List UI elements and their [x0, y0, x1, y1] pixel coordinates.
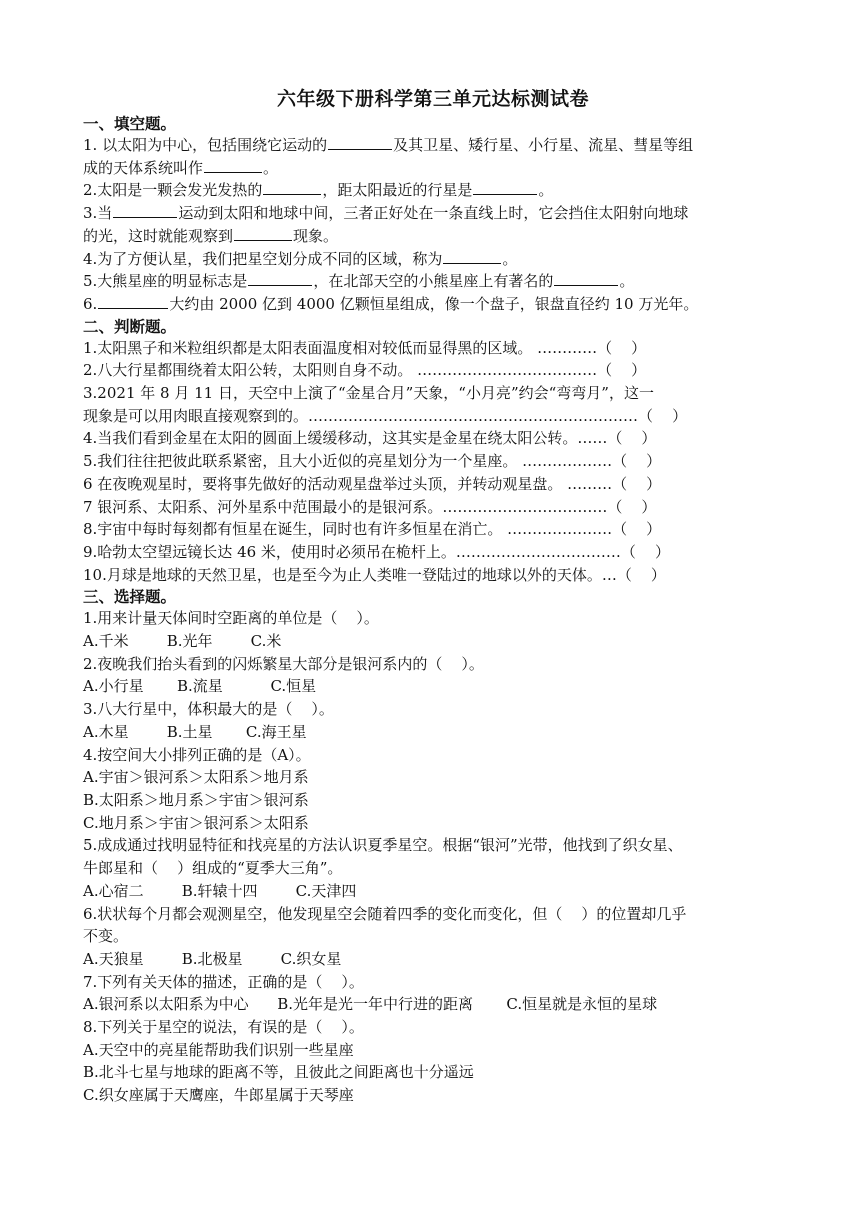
fill-question-1-cont: 成的天体系统叫作 。 — [83, 158, 279, 177]
choice-line: C.织女座属于天鹰座，牛郎星属于天琴座 — [83, 1086, 354, 1105]
judge-line: 7 银河系、太阳系、河外星系中范围最小的是银河系。……………………………（ ） — [83, 497, 657, 516]
choice-line: A.天空中的亮星能帮助我们识别一些星座 — [83, 1040, 354, 1059]
judge-line: 8.宇宙中每时每刻都有恒星在诞生，同时也有许多恒星在消亡。 …………………（ ） — [83, 520, 662, 539]
answer-blank[interactable] — [473, 179, 537, 195]
choice-line: 6.状状每个月都会观测星空，他发现星空会随着四季的变化而变化，但（ ）的位置却几乎 — [83, 904, 687, 923]
choice-line: 7.下列有关天体的描述，正确的是（ ）。 — [83, 972, 364, 991]
choice-line: 5.成成通过找明显特征和找亮星的方法认识夏季星空。根据“银河”光带，他找到了织女星、 — [83, 836, 683, 855]
answer-blank[interactable] — [263, 179, 321, 195]
answer-blank[interactable] — [328, 134, 392, 150]
answer-blank[interactable] — [443, 248, 501, 264]
judge-line: 6 在夜晚观星时，要将事先做好的活动观星盘举过头顶，并转动观星盘。 ………（ ） — [83, 474, 662, 493]
choice-line: 1.用来计量天体间时空距离的单位是（ ）。 — [83, 609, 379, 628]
fill-question-3: 3.当 运动到太阳和地球中间，三者正好处在一条直线上时，它会挡住太阳射向地球 — [83, 204, 689, 223]
page-title: 六年级下册科学第三单元达标测试卷 — [276, 88, 589, 110]
answer-blank[interactable] — [204, 157, 262, 173]
fill-question-5: 5.大熊星座的明显标志是 ，在北部天空的小熊星座上有著名的 。 — [83, 272, 635, 291]
choice-line: A.天狼星 B.北极星 C.织女星 — [83, 949, 342, 968]
choice-line: A.小行星 B.流星 C.恒星 — [83, 677, 317, 696]
fill-question-2: 2.太阳是一颗会发光发热的 ，距太阳最近的行星是 。 — [83, 181, 554, 200]
choice-line: 8.下列关于星空的说法，有误的是（ ）。 — [83, 1018, 364, 1037]
answer-blank[interactable] — [98, 293, 168, 309]
choice-line: A.千米 B.光年 C.米 — [83, 632, 282, 651]
section-fill-heading: 一、填空题。 — [83, 114, 177, 133]
judge-line: 9.哈勃太空望远镜长达 46 米，使用时必须吊在桅杆上。……………………………（ ） — [83, 542, 671, 561]
choice-line: A.木星 B.土星 C.海王星 — [83, 722, 307, 741]
answer-blank[interactable] — [554, 270, 618, 286]
fill-question-4: 4.为了方便认星，我们把星空划分成不同的区域，称为 。 — [83, 249, 518, 268]
fill-question-1: 1. 以太阳为中心，包括围绕它运动的 及其卫星、矮行星、小行星、流星、彗星等组 — [83, 136, 694, 154]
answer-blank[interactable] — [248, 270, 312, 286]
judge-line: 1.太阳黑子和米粒组织都是太阳表面温度相对较低而显得黑的区域。 …………（ ） — [83, 338, 647, 357]
answer-blank[interactable] — [234, 225, 292, 241]
fill-question-3-cont: 的光，这时就能观察到 现象。 — [83, 226, 339, 245]
judge-line: 10.月球是地球的天然卫星，也是至今为止人类唯一登陆过的地球以外的天体。…（ ） — [83, 565, 666, 584]
choice-line: 4.按空间大小排列正确的是（A）。 — [83, 745, 311, 764]
judge-line: 5.我们往往把彼此联系紧密，且大小近似的亮星划分为一个星座。 ………………（ ） — [83, 452, 662, 471]
exam-page — [83, 84, 783, 1107]
fill-question-6: 6. 大约由 2000 亿到 4000 亿颗恒星组成，像一个盘子，银盘直径约 10 万光年。 — [83, 294, 699, 313]
answer-blank[interactable] — [113, 202, 177, 218]
section-judge-heading: 二、判断题。 — [83, 316, 177, 336]
choice-line: A.宇宙＞银河系＞太阳系＞地月系 — [83, 768, 309, 787]
section-choice-heading: 三、选择题。 — [83, 587, 177, 607]
judge-line: 2.八大行星都围绕着太阳公转，太阳则自身不动。 ………………………………（ ） — [83, 361, 647, 380]
choice-line: C.地月系＞宇宙＞银河系＞太阳系 — [83, 813, 309, 832]
choice-line: 3.八大行星中，体积最大的是（ ）。 — [83, 700, 334, 719]
judge-line: 4.当我们看到金星在太阳的圆面上缓缓移动，这其实是金星在绕太阳公转。……（ ） — [83, 429, 657, 448]
choice-line: B.太阳系＞地月系＞宇宙＞银河系 — [83, 790, 309, 809]
choice-line: A.银河系以太阳系为中心 B.光年是光一年中行进的距离 C.恒星就是永恒的星球 — [83, 995, 658, 1014]
judge-line: 现象是可以用肉眼直接观察到的。…………………………………………………………（ ） — [83, 406, 688, 425]
choice-line: B.北斗七星与地球的距离不等，且彼此之间距离也十分遥远 — [83, 1063, 474, 1082]
choice-line: A.心宿二 B.轩辕十四 C.天津四 — [83, 881, 357, 900]
choice-line: 牛郎星和（ ）组成的“夏季大三角”。 — [83, 859, 343, 878]
choice-line: 2.夜晚我们抬头看到的闪烁繁星大部分是银河系内的（ ）。 — [83, 654, 484, 673]
choice-line: 不变。 — [83, 927, 129, 946]
judge-line: 3.2021 年 8 月 11 日，天空中上演了“金星合月”天象，“小月亮”约会“弯弯月”，这一 — [83, 384, 654, 403]
